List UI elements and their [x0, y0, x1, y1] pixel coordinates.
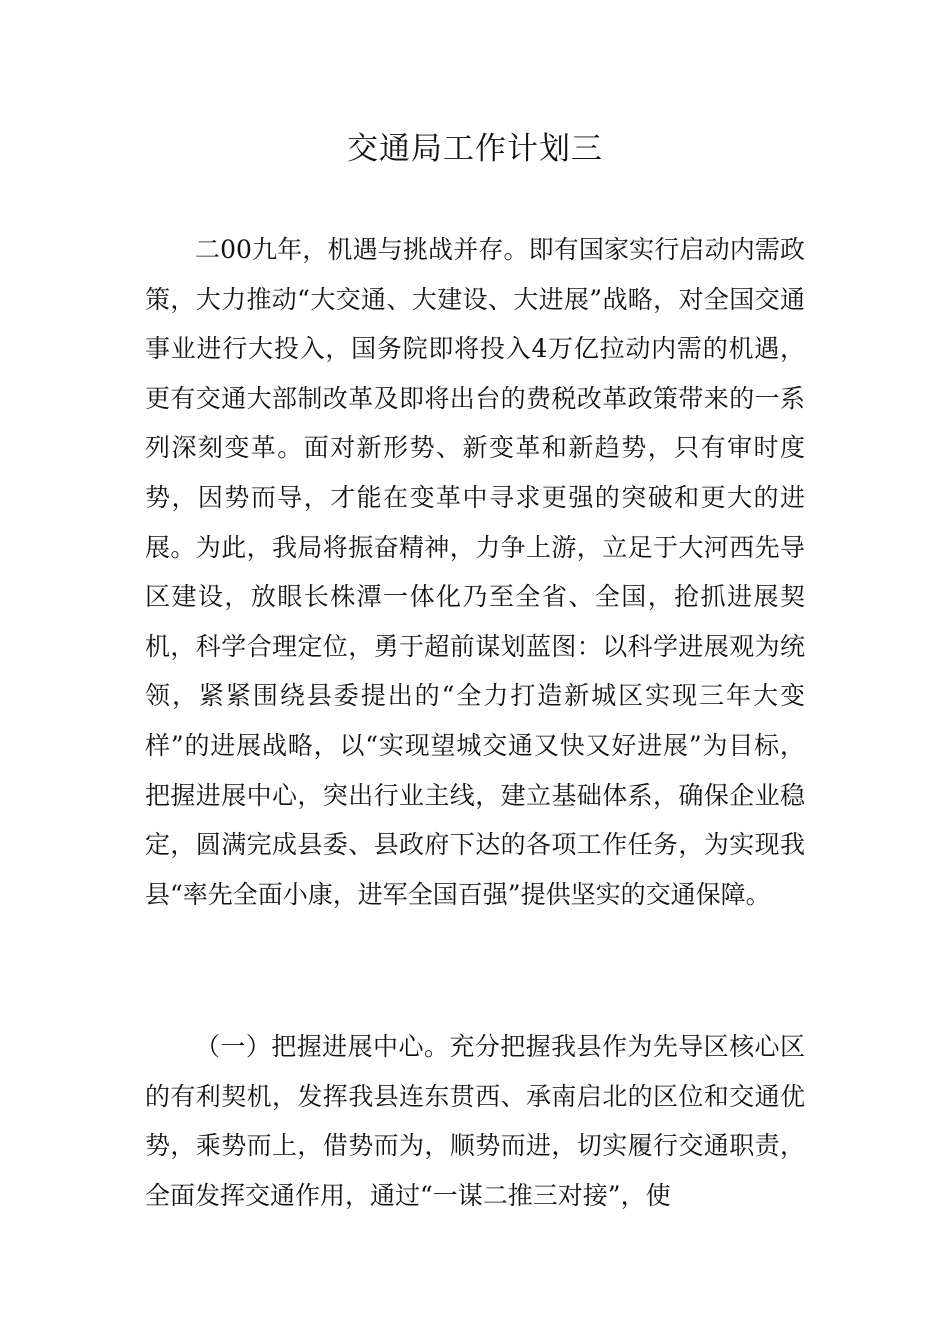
body-paragraph-2: （一）把握进展中心。充分把握我县作为先导区核心区的有利契机，发挥我县连东贯西、承南启北的区位和交通优势，乘势而上，借势而为，顺势而进，切实履行交通职责，全面发挥交通作用，通过“一谋二推三对接”，使 — [145, 1032, 805, 1210]
body-paragraph-1: 二00九年，机遇与挑战并存。即有国家实行启动内需政策，大力推动“大交通、大建设、大进展”战略，对全国交通事业进行大投入，国务院即将投入4万亿拉动内需的机遇，更有交通大部制改革及即将出台的费税改革政策带来的一系列深刻变革。面对新形势、新变革和新趋势，只有审时度势，因势而导，才能在变革中寻求更强的突破和更大的进展。为此，我局将振奋精神，力争上游，立足于大河西先导区建设，放眼长株潭一体化乃至全省、全国，抢抓进展契机，科学合理定位，勇于超前谋划蓝图：以科学进展观为统领，紧紧围绕县委提出的“全力打造新城区实现三年大变样”的进展战略，以“实现望城交通又快又好进展”为目标，把握进展中心，突出行业主线，建立基础体系，确保企业稳定，圆满完成县委、县政府下达的各项工作任务，为实现我县“率先全面小康，进军全国百强”提供坚实的交通保障。 — [145, 235, 805, 909]
document-title: 交通局工作计划三 — [347, 131, 603, 167]
